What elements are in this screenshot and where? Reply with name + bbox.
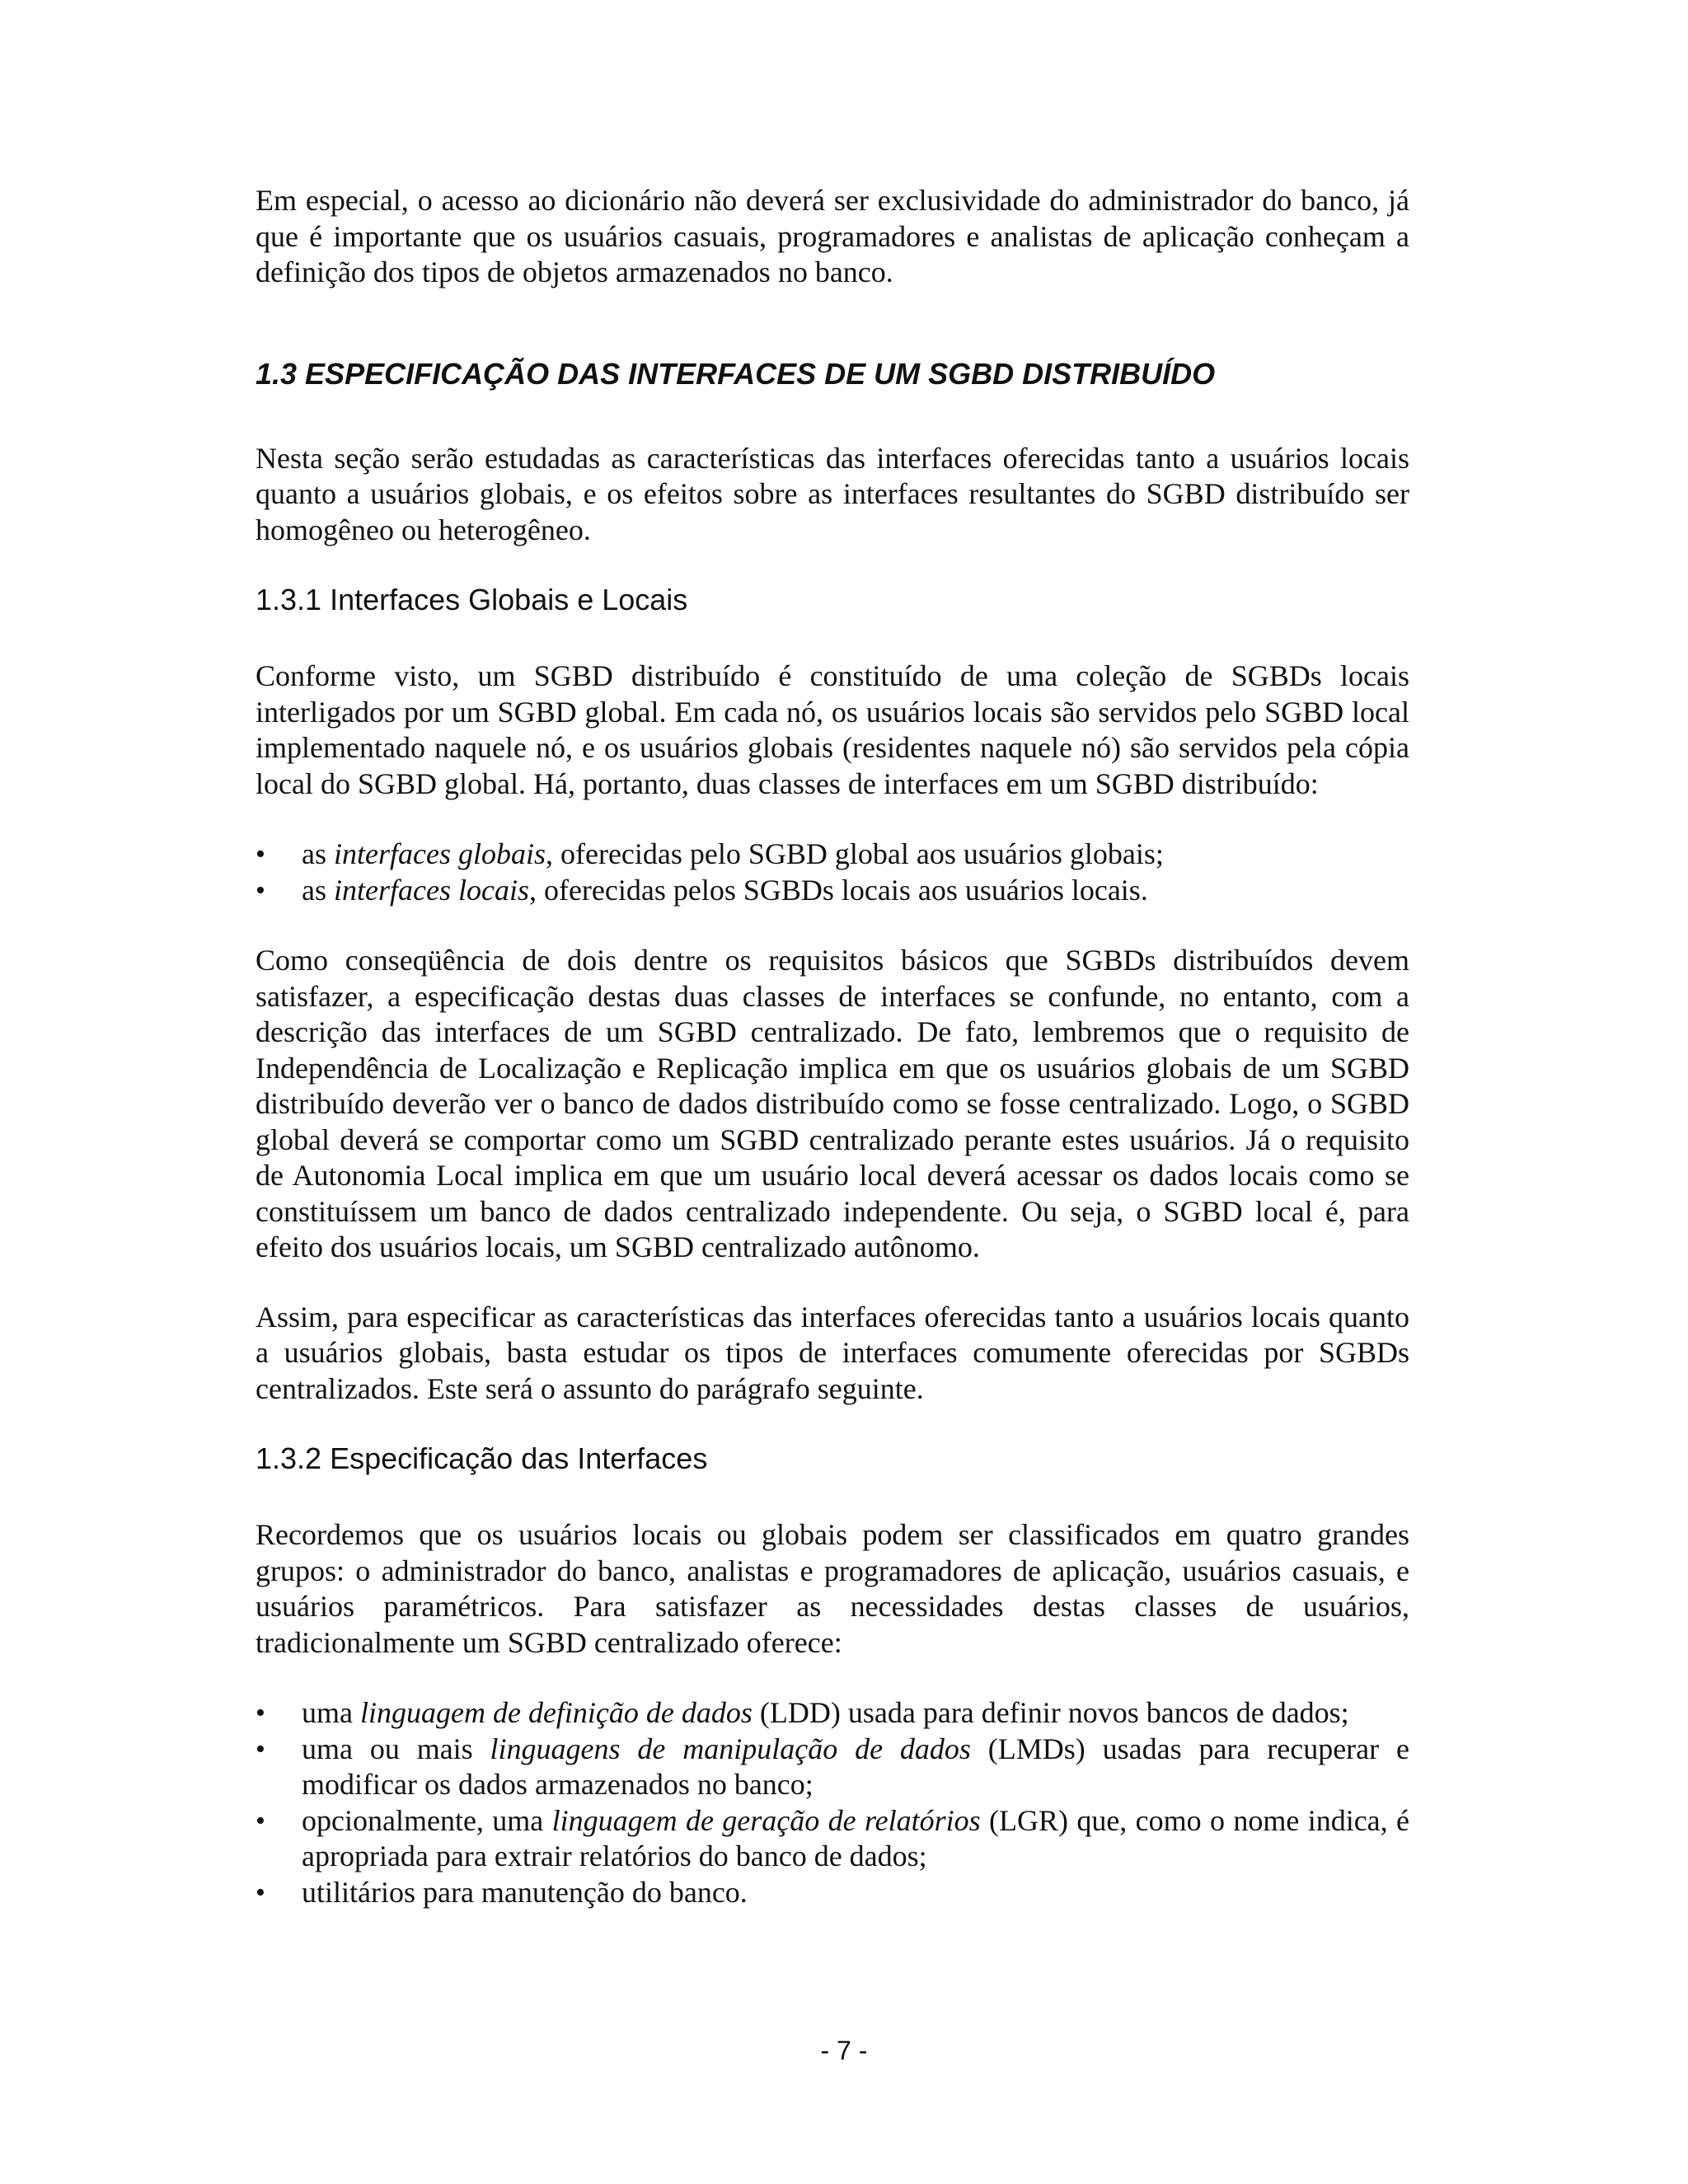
section-1-3-heading: 1.3 ESPECIFICAÇÃO DAS INTERFACES DE UM SGBD DISTRIBUÍDO bbox=[256, 356, 1216, 391]
sgbd-features-list bbox=[256, 1695, 1409, 1910]
list-item: • as interfaces locais, oferecidas pelos SGBDs locais aos usuários locais. bbox=[256, 873, 1409, 909]
list-item: • uma linguagem de definição de dados (LDD) usada para definir novos bancos de dados; bbox=[256, 1695, 1409, 1732]
section-1-3-2-heading: 1.3.2 Especificação das Interfaces bbox=[256, 1441, 708, 1475]
bullet-icon: • bbox=[256, 1698, 265, 1728]
bullet-icon: • bbox=[256, 1877, 265, 1908]
bullet-icon: • bbox=[256, 839, 265, 869]
section-1-3-paragraph: Nesta seção serão estudadas as características das interfaces oferecidas tanto a usuários locais quanto a usuários globais, e os efeitos sobre as interfaces resultantes do SGBD distribuído ser homogêneo ou heterogêneo. bbox=[256, 441, 1409, 546]
section-1-3-1-paragraph-3: Assim, para especificar as características das interfaces oferecidas tanto a usuários locais quanto a usuários globais, basta estudar os tipos de interfaces comumente oferecidas por SGBDs centralizados. Este será o assunto do parágrafo seguinte. bbox=[256, 1300, 1409, 1405]
list-item: • utilitários para manutenção do banco. bbox=[256, 1875, 1409, 1911]
list-item: • uma ou mais linguagens de manipulação de dados (LMDs) usadas para recuperar e modificar os dados armazenados no banco; bbox=[256, 1732, 1409, 1801]
section-1-3-1-paragraph-1: Conforme visto, um SGBD distribuído é constituído de uma coleção de SGBDs locais interligados por um SGBD global. Em cada nó, os usuários locais são servidos pelo SGBD local implementado naquele nó, e os usuários globais (residentes naquele nó) são servidos pela cópia local do SGBD global. Há, portanto, duas classes de interfaces em um SGBD distribuído: bbox=[256, 659, 1409, 800]
list-item: • as interfaces globais, oferecidas pelo SGBD global aos usuários globais; bbox=[256, 837, 1409, 873]
bullet-icon: • bbox=[256, 874, 265, 906]
document-page bbox=[256, 183, 1409, 1945]
interfaces-list bbox=[256, 837, 1409, 908]
section-1-3-1-paragraph-2: Como conseqüência de dois dentre os requisitos básicos que SGBDs distribuídos devem satisfazer, a especificação destas duas classes de interfaces se confunde, no entanto, com a descrição das interfaces de um SGBD centralizado. De fato, lembremos que o requisito de Independência de Localização e Replicação implica em que os usuários globais de um SGBD distribuído deverão ver o banco de dados distribuído como se fosse centralizado. Logo, o SGBD global deverá se comportar como um SGBD centralizado perante estes usuários. Já o requisito de Autonomia Local implica em que um usuário local deverá acessar os dados locais como se constituíssem um banco de dados centralizado independente. Ou seja, o SGBD local é, para efeito dos usuários locais, um SGBD centralizado autônomo. bbox=[256, 944, 1409, 1263]
page-number: - 7 - bbox=[820, 2036, 868, 2065]
section-1-3-1-heading: 1.3.1 Interfaces Globais e Locais bbox=[256, 583, 688, 616]
section-1-3-2-paragraph-1: Recordemos que os usuários locais ou globais podem ser classificados em quatro grandes grupos: o administrador do banco, analistas e programadores de aplicação, usuários casuais, e usuários paramétricos. Para satisfazer as necessidades destas classes de usuários, tradicionalmente um SGBD centralizado oferece: bbox=[256, 1518, 1409, 1659]
list-item: • opcionalmente, uma linguagem de geração de relatórios (LGR) que, como o nome indica, é apropriada para extrair relatórios do banco de dados; bbox=[256, 1803, 1409, 1872]
intro-paragraph: Em especial, o acesso ao dicionário não deverá ser exclusividade do administrador do banco, já que é importante que os usuários casuais, programadores e analistas de aplicação conheçam a definição dos tipos de objetos armazenados no banco. bbox=[256, 184, 1409, 288]
bullet-icon: • bbox=[256, 1733, 265, 1765]
bullet-icon: • bbox=[256, 1805, 265, 1836]
